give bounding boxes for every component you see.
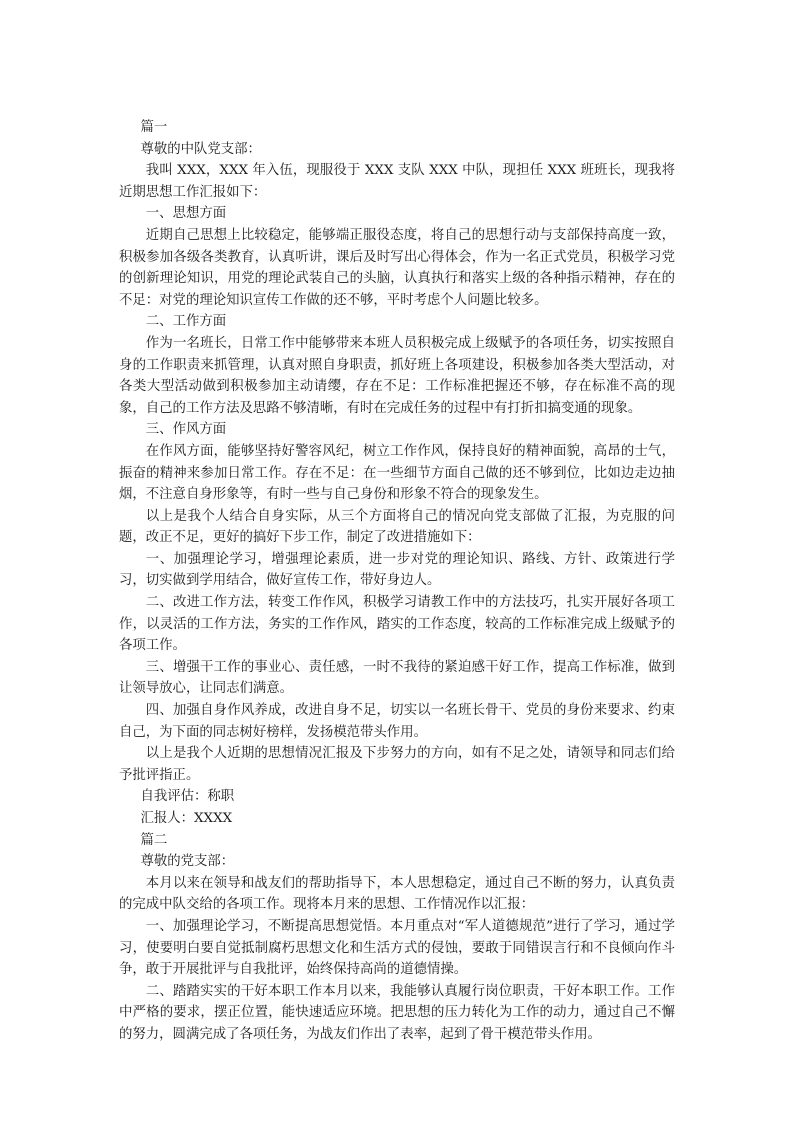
- document-body: [119, 117, 675, 1046]
- salutation: 尊敬的中队党支部：: [140, 141, 261, 157]
- section-heading: 篇一: [140, 120, 168, 135]
- salutation: 尊敬的党支部：: [140, 854, 235, 870]
- reporter: 汇报人：XXXX: [140, 811, 233, 826]
- paragraph: 以上是我个人近期的思想情况汇报及下步努力的方向，如有不足之处，请领导和同志们给予批评指正。: [119, 746, 675, 783]
- paragraph: 二、踏踏实实的干好本职工作本月以来，我能够认真履行岗位职责，干好本职工作。工作中严格的要求，摆正位置，能快速适应环境。把思想的压力转化为工作的动力，通过自己不懈的努力，圆满完成了各项任务，为战友们作出了表率，起到了骨干模范带头作用。: [119, 983, 675, 1042]
- paragraph: 三、增强干工作的事业心、责任感，一时不我待的紧迫感干好工作，提高工作标准，做到让领导放心，让同志们满意。: [119, 659, 675, 697]
- paragraph: 在作风方面，能够坚持好警容风纪，树立工作作风，保持良好的精神面貌，高昂的士气，振奋的精神来参加日常工作。存在不足：在一些细节方面自己做的还不够到位，比如边走边抽烟，不注意自身形象等，有时一些与自己身份和形象不符合的现象发生。: [119, 443, 675, 503]
- subheading: 三、作风方面: [145, 422, 227, 438]
- subheading: 二、工作方面: [145, 314, 227, 330]
- subheading: 一、思想方面: [145, 206, 227, 222]
- paragraph: 作为一名班长，日常工作中能够带来本班人员积极完成上级赋予的各项任务，切实按照自身的工作职责来抓管理，认真对照自身职责，抓好班上各项建设，积极参加各类大型活动，对各类大型活动做到积极参加主动请缨，存在不足：工作标准把握还不够，存在标准不高的现象，自己的工作方法及思路不够清晰，有时在完成任务的过程中有打折扣搞变通的现象。: [119, 335, 675, 416]
- self-assessment: 自我评估：称职: [140, 789, 235, 805]
- section-heading: 篇二: [140, 832, 168, 848]
- paragraph: 近期自己思想上比较稳定，能够端正服役态度，将自己的思想行动与支部保持高度一致，积极参加各级各类教育，认真听讲，课后及时写出心得体会，作为一名正式党员，积极学习党的创新理论知识，用党的理论武装自己的头脑，认真执行和落实上级的各种指示精神，存在的不足：对党的理论知识宣传工作做的还不够，平时考虑个人问题比较多。: [119, 227, 675, 308]
- paragraph: 四、加强自身作风养成，改进自身不足，切实以一名班长骨干、党员的身份来要求、约束自己，为下面的同志树好榜样，发扬模范带头作用。: [119, 703, 675, 740]
- paragraph: 一、加强理论学习，不断提高思想觉悟。本月重点对“军人道德规范”进行了学习，通过学习，使要明白要自觉抵制腐朽思想文化和生活方式的侵蚀，要敢于同错误言行和不良倾向作斗争，敢于开展批评与自我批评，始终保持高尚的道德情操。: [119, 918, 675, 978]
- paragraph: 本月以来在领导和战友们的帮助指导下，本人思想稳定，通过自己不断的努力，认真负责的完成中队交给的各项工作。现将本月来的思想、工作情况作以汇报：: [119, 875, 675, 913]
- paragraph: 以上是我个人结合自身实际，从三个方面将自己的情况向党支部做了汇报，为克服的问题，改正不足，更好的搞好下步工作，制定了改进措施如下：: [119, 508, 675, 546]
- paragraph: 二、改进工作方法，转变工作作风，积极学习请教工作中的方法技巧，扎实开展好各项工作，以灵活的工作方法，务实的工作作风，踏实的工作态度，较高的工作标准完成上级赋予的各项工作。: [119, 595, 675, 654]
- paragraph: 一、加强理论学习，增强理论素质，进一步对党的理论知识、路线、方针、政策进行学习，切实做到学用结合，做好宣传工作，带好身边人。: [119, 551, 675, 589]
- paragraph: 我叫 XXX，XXX 年入伍，现服役于 XXX 支队 XXX 中队，现担任 XXX 班班长，现我将近期思想工作汇报如下：: [119, 163, 675, 200]
